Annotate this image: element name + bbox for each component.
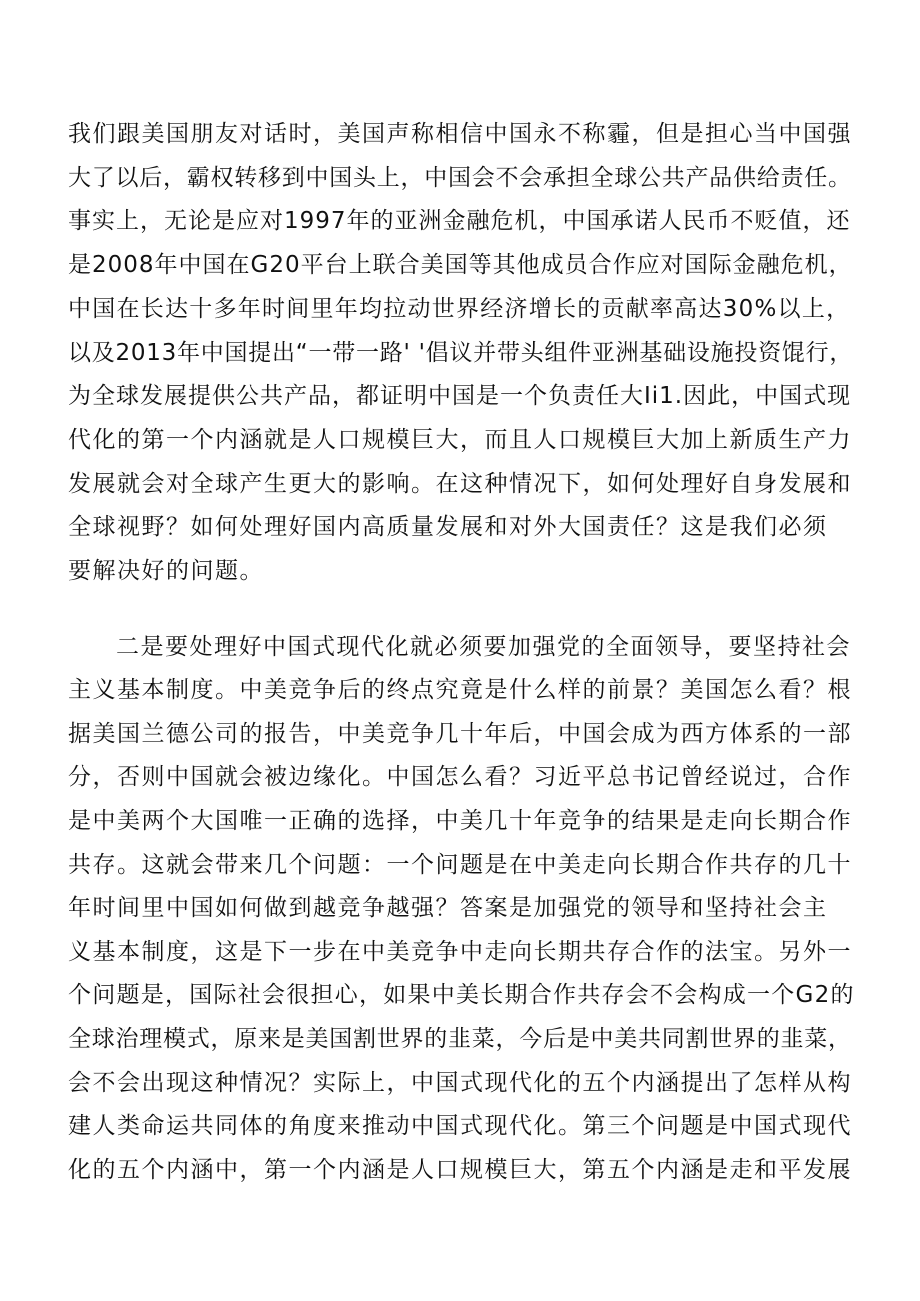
text-line: 事实上，无论是应对1997年的亚洲金融危机，中国承诺人民币不贬值，还 — [68, 208, 851, 234]
text-line: 全球治理模式，原来是美国割世界的韭菜，今后是中美共同割世界的韭菜， — [68, 1026, 852, 1052]
text-line: 二是要处理好中国式现代化就必须要加强党的全面领导，要坚持社会 — [116, 634, 851, 660]
text-line: 分，否则中国就会被边缘化。中国怎么看？习近平总书记曾经说过，合作 — [68, 764, 852, 790]
text-line: 个问题是，国际社会很担心，如果中美长期合作共存会不会构成一个G2的 — [68, 982, 855, 1008]
text-line: 全球视野？如何处理好国内高质量发展和对外大国责任？这是我们必须 — [68, 514, 828, 540]
text-line: 主义基本制度。中美竞争后的终点究竟是什么样的前景？美国怎么看？根 — [68, 677, 852, 703]
text-line: 我们跟美国朋友对话时，美国声称相信中国永不称霾，但是担心当中国强 — [68, 121, 852, 147]
text-line: 年时间里中国如何做到越竞争越强？答案是加强党的领导和坚持社会主 — [68, 895, 828, 921]
text-line: 是中美两个大国唯一正确的选择，中美几十年竞争的结果是走向长期合作 — [68, 808, 852, 834]
text-line: 以及2013年中国提出“一带一路' '倡议并带头组件亚洲基础设施投资馄行， — [68, 340, 854, 366]
text-line: 建人类命运共同体的角度来推动中国式现代化。第三个问题是中国式现代 — [68, 1113, 852, 1139]
text-line: 大了以后，霸权转移到中国头上，中国会不会承担全球公共产品供给责任。 — [68, 165, 852, 191]
text-line: 代化的第一个内涵就是人口规模巨大，而且人口规模巨大加上新质生产力 — [68, 427, 852, 453]
text-line: 义基本制度，这是下一步在中美竞争中走向长期共存合作的法宝。另外一 — [68, 939, 852, 965]
text-line: 共存。这就会带来几个问题：一个问题是在中美走向长期合作共存的几十 — [68, 852, 852, 878]
text-line: 要解决好的问题。 — [68, 558, 264, 584]
text-line: 是2008年中国在G20平台上联合美国等其他成员合作应对国际金融危机， — [68, 252, 853, 278]
text-line: 据美国兰德公司的报告，中美竞争几十年后，中国会成为西方体系的一部 — [68, 721, 852, 747]
text-line: 发展就会对全球产生更大的影响。在这种情况下，如何处理好自身发展和 — [68, 471, 852, 497]
text-line: 中国在长达十多年时间里年均拉动世界经济增长的贡献率高达30%以上， — [68, 296, 851, 322]
text-line: 化的五个内涵中，第一个内涵是人口规模巨大，第五个内涵是走和平发展 — [68, 1157, 852, 1183]
text-line: 为全球发展提供公共产品，都证明中国是一个负责任大Ii1.因此，中国式现 — [68, 383, 852, 409]
text-line: 会不会出现这种情况？实际上，中国式现代化的五个内涵提出了怎样从构 — [68, 1070, 852, 1096]
